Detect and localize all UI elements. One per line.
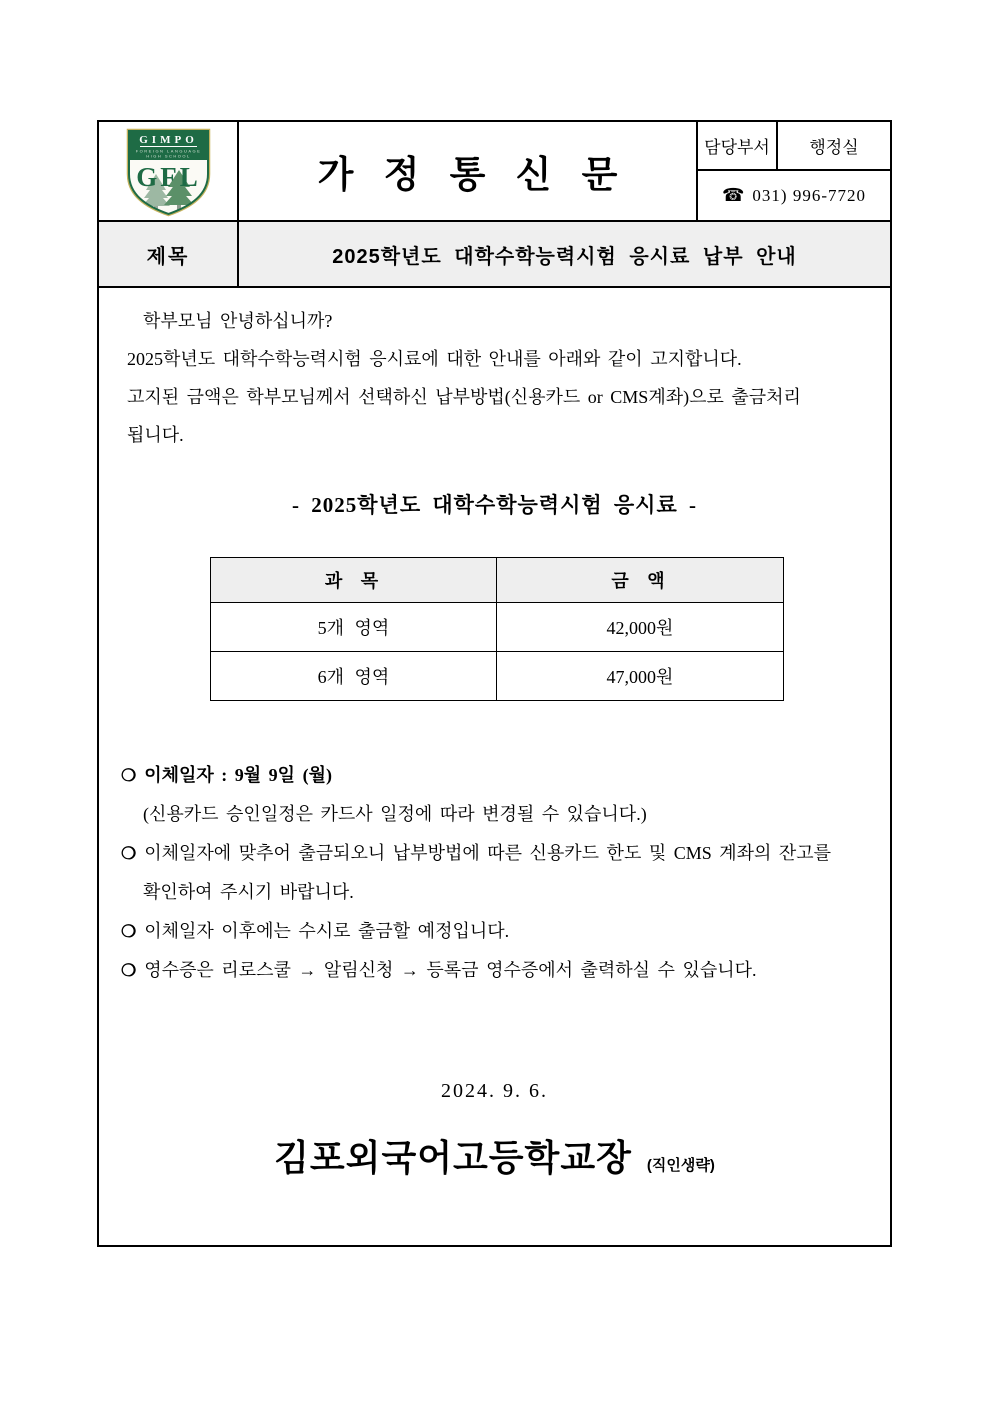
document-frame <box>97 120 892 1247</box>
logo-shield-icon <box>121 124 216 219</box>
fee-header-subject: 과 목 <box>211 558 497 602</box>
circle-bullet-icon: ❍ <box>121 766 137 785</box>
notes-list <box>99 756 890 990</box>
note-text: 영수증은 리로스쿨 → 알림신청 → 등록금 영수증에서 출력하실 수 있습니다. <box>144 960 757 980</box>
intro-line: 2025학년도 대학수학능력시험 응시료에 대한 안내를 아래와 같이 고지합니다. <box>127 349 742 369</box>
intro-line: 고지된 금액은 학부모님께서 선택하신 납부방법(신용카드 or CMS계좌)으로 출금처리 <box>127 387 801 407</box>
fee-table-row <box>211 651 783 700</box>
header-row <box>99 122 890 222</box>
subject-label-cell: 제목 <box>99 222 239 286</box>
dept-value-cell: 행정실 <box>809 138 859 157</box>
fee-cell-amount: 47,000원 <box>606 667 674 687</box>
note-text: 이체일자 : 9월 9일 (월) <box>144 765 332 785</box>
fee-cell-subject: 5개 영역 <box>211 603 497 651</box>
fee-table-row <box>211 602 783 651</box>
circle-bullet-icon: ❍ <box>121 922 137 941</box>
phone-number: 031) 996-7720 <box>752 185 866 205</box>
note-item <box>121 834 876 873</box>
fee-cell-subject: 6개 영역 <box>211 652 497 700</box>
fee-table-header-row <box>211 558 783 602</box>
note-item <box>121 912 876 951</box>
dept-row <box>698 122 890 171</box>
logo-school-name: GIMPO <box>138 133 198 146</box>
subject-row <box>99 222 890 288</box>
phone-icon: ☎ <box>722 185 746 205</box>
intro-paragraph <box>99 302 890 454</box>
fee-header-amount: 금 액 <box>497 558 783 602</box>
fee-subtitle: - 2025학년도 대학수학능력시험 응시료 - <box>292 493 697 517</box>
signer-name: 김포외국어고등학교장 <box>274 1137 632 1178</box>
issue-date: 2024. 9. 6. <box>441 1080 548 1102</box>
subject-value-cell: 2025학년도 대학수학능력시험 응시료 납부 안내 <box>332 245 797 268</box>
intro-line: 됩니다. <box>127 425 184 445</box>
logo-subtext-1: FOREIGN LANGUAGE <box>135 148 201 153</box>
note-text: 이체일자 이후에는 수시로 출금할 예정입니다. <box>144 921 510 941</box>
document-body <box>99 302 890 1190</box>
fee-cell-amount: 42,000원 <box>606 618 674 638</box>
greeting-line: 학부모님 안녕하십니까? <box>143 311 333 331</box>
note-text: 확인하여 주시기 바랍니다. <box>143 882 354 902</box>
logo-monogram: GFL <box>135 161 201 192</box>
fee-table <box>210 557 784 701</box>
note-item <box>121 951 876 990</box>
note-item <box>121 756 876 795</box>
logo-subtext-2: HIGH SCHOOL <box>145 153 191 158</box>
signature-line <box>99 1134 890 1190</box>
contact-section <box>698 122 890 220</box>
note-text: (신용카드 승인일정은 카드사 일정에 따라 변경될 수 있습니다.) <box>143 804 647 824</box>
circle-bullet-icon: ❍ <box>121 961 137 980</box>
dept-label-cell: 담당부서 <box>698 122 778 169</box>
note-item <box>121 873 876 912</box>
note-text: 이체일자에 맞추어 출금되오니 납부방법에 따른 신용카드 한도 및 CMS 계좌의 잔고를 <box>144 843 832 863</box>
seal-omitted-note: (직인생략) <box>646 1157 715 1174</box>
note-item <box>121 795 876 834</box>
school-logo <box>99 122 239 220</box>
newsletter-title: 가 정 통 신 문 <box>239 122 698 220</box>
phone-cell <box>698 171 890 220</box>
circle-bullet-icon: ❍ <box>121 844 137 863</box>
